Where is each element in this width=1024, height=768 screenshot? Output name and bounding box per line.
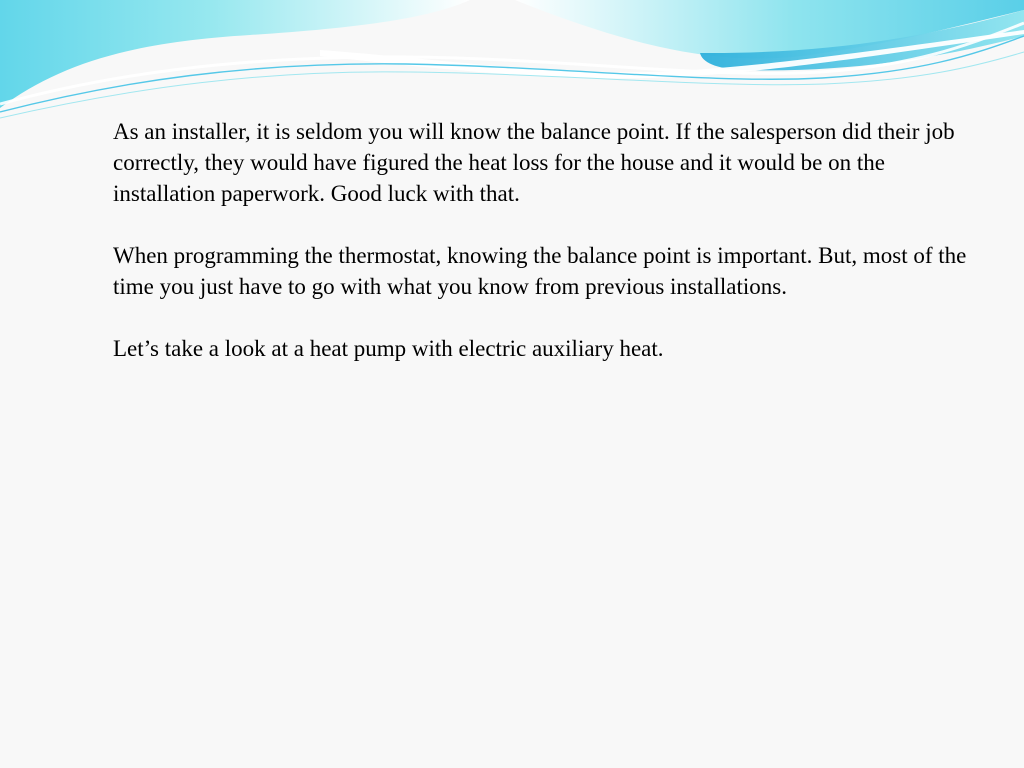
slide-body-text <box>113 116 973 364</box>
wave-shape-top-left <box>0 0 470 108</box>
decorative-wave-header <box>0 0 1024 130</box>
paragraph-thermostat-programming: When programming the thermostat, knowing the balance point is important. But, most of the time you just have to go with what you know from previous installations. <box>113 243 967 299</box>
paragraph-balance-point: As an installer, it is seldom you will know the balance point. If the salesperson did their job correctly, they would have figured the heat loss for the house and it would be on the installation paperwork. Good luck with that. <box>113 119 955 206</box>
paragraph-heat-pump-intro: Let’s take a look at a heat pump with electric auxiliary heat. <box>113 336 664 361</box>
